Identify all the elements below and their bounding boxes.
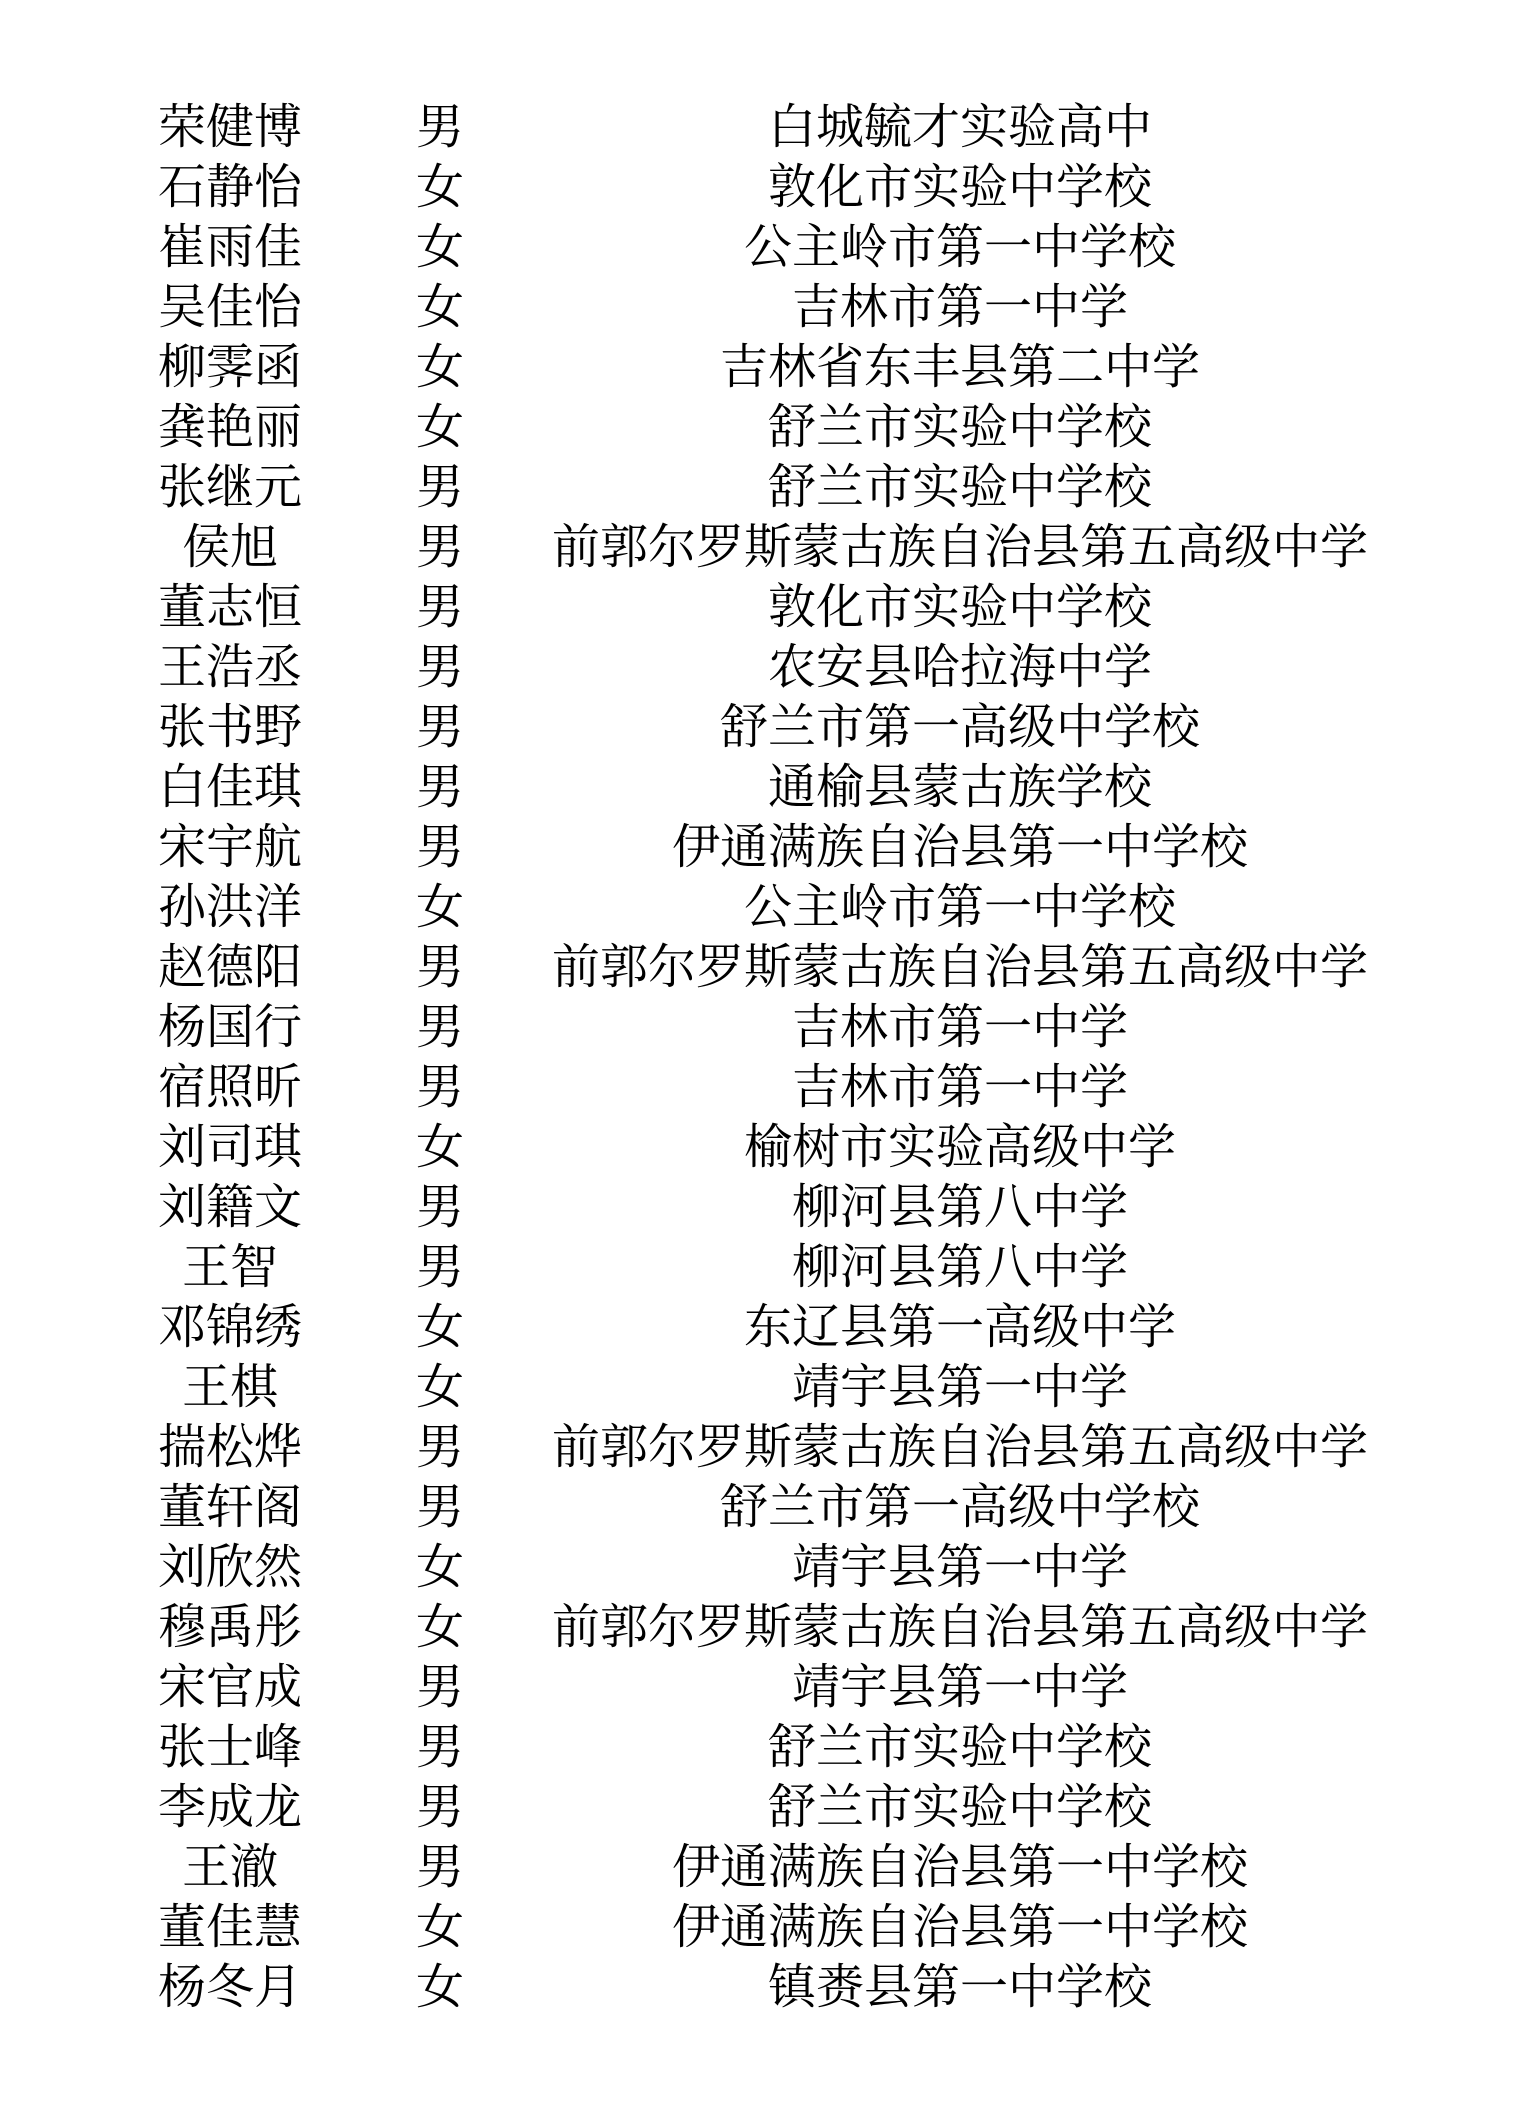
student-name: 刘欣然 (157, 1539, 302, 1595)
list-item (0, 337, 1522, 397)
student-gender: 男 (415, 1239, 464, 1295)
student-school: 吉林市第一中学 (791, 279, 1128, 335)
student-name: 崔雨佳 (157, 219, 302, 275)
student-name: 董轩阁 (157, 1479, 302, 1535)
student-gender: 男 (415, 699, 464, 755)
student-name: 董佳慧 (157, 1899, 302, 1955)
student-gender: 男 (415, 759, 464, 815)
list-item (0, 1057, 1522, 1117)
list-item (0, 637, 1522, 697)
list-item (0, 1597, 1522, 1657)
student-gender: 男 (415, 1659, 464, 1715)
student-school: 敦化市实验中学校 (767, 579, 1152, 635)
student-school: 敦化市实验中学校 (767, 159, 1152, 215)
student-school: 东辽县第一高级中学 (743, 1299, 1176, 1355)
student-name: 穆禹彤 (157, 1599, 302, 1655)
student-name: 白佳琪 (157, 759, 302, 815)
student-name: 吴佳怡 (157, 279, 302, 335)
student-name: 张书野 (157, 699, 302, 755)
student-gender: 男 (415, 1779, 464, 1835)
student-school: 舒兰市实验中学校 (767, 399, 1152, 455)
student-name: 刘司琪 (157, 1119, 302, 1175)
student-gender: 男 (415, 1419, 464, 1475)
student-gender: 女 (415, 879, 464, 935)
list-item (0, 217, 1522, 277)
student-school: 吉林市第一中学 (791, 999, 1128, 1055)
student-gender: 男 (415, 459, 464, 515)
list-item (0, 1477, 1522, 1537)
student-school: 前郭尔罗斯蒙古族自治县第五高级中学 (551, 1599, 1368, 1655)
student-gender: 男 (415, 579, 464, 635)
student-gender: 女 (415, 1959, 464, 2015)
list-item (0, 1177, 1522, 1237)
list-item (0, 1357, 1522, 1417)
student-gender: 女 (415, 159, 464, 215)
student-gender: 女 (415, 219, 464, 275)
student-school: 白城毓才实验高中 (767, 99, 1152, 155)
student-school: 舒兰市实验中学校 (767, 1719, 1152, 1775)
student-school: 镇赉县第一中学校 (767, 1959, 1152, 2015)
student-school: 靖宇县第一中学 (791, 1659, 1128, 1715)
student-name: 杨冬月 (157, 1959, 302, 2015)
student-gender: 男 (415, 99, 464, 155)
student-name: 刘籍文 (157, 1179, 302, 1235)
student-school: 舒兰市第一高级中学校 (719, 1479, 1200, 1535)
list-item (0, 1957, 1522, 2017)
student-name: 荣健博 (157, 99, 302, 155)
student-gender: 男 (415, 519, 464, 575)
student-name: 王澈 (181, 1839, 278, 1895)
student-school: 靖宇县第一中学 (791, 1359, 1128, 1415)
student-gender: 女 (415, 1119, 464, 1175)
student-gender: 女 (415, 1359, 464, 1415)
student-school: 伊通满族自治县第一中学校 (671, 1839, 1248, 1895)
list-item (0, 937, 1522, 997)
student-school: 吉林省东丰县第二中学 (719, 339, 1200, 395)
list-item (0, 1657, 1522, 1717)
student-school: 伊通满族自治县第一中学校 (671, 1899, 1248, 1955)
student-school: 舒兰市第一高级中学校 (719, 699, 1200, 755)
list-item (0, 997, 1522, 1057)
student-name: 龚艳丽 (157, 399, 302, 455)
student-school: 前郭尔罗斯蒙古族自治县第五高级中学 (551, 1419, 1368, 1475)
student-gender: 女 (415, 279, 464, 335)
list-item (0, 1897, 1522, 1957)
list-item (0, 277, 1522, 337)
student-name: 侯旭 (181, 519, 278, 575)
student-gender: 男 (415, 999, 464, 1055)
student-gender: 女 (415, 1539, 464, 1595)
student-gender: 男 (415, 819, 464, 875)
student-gender: 女 (415, 399, 464, 455)
student-school: 前郭尔罗斯蒙古族自治县第五高级中学 (551, 939, 1368, 995)
student-name: 柳霁函 (157, 339, 302, 395)
student-school: 公主岭市第一中学校 (743, 879, 1176, 935)
list-item (0, 817, 1522, 877)
student-school: 通榆县蒙古族学校 (767, 759, 1152, 815)
student-name: 李成龙 (157, 1779, 302, 1835)
list-item (0, 1237, 1522, 1297)
student-gender: 男 (415, 1719, 464, 1775)
student-gender: 男 (415, 1479, 464, 1535)
student-name: 宿照昕 (157, 1059, 302, 1115)
list-item (0, 97, 1522, 157)
student-name: 杨国行 (157, 999, 302, 1055)
student-name: 王浩丞 (157, 639, 302, 695)
student-school: 农安县哈拉海中学 (767, 639, 1152, 695)
student-school: 舒兰市实验中学校 (767, 459, 1152, 515)
student-name: 石静怡 (157, 159, 302, 215)
student-name: 董志恒 (157, 579, 302, 635)
student-gender: 女 (415, 339, 464, 395)
list-item (0, 457, 1522, 517)
list-item (0, 397, 1522, 457)
list-item (0, 1417, 1522, 1477)
student-name: 宋官成 (157, 1659, 302, 1715)
student-gender: 男 (415, 1059, 464, 1115)
list-item (0, 1777, 1522, 1837)
list-item (0, 157, 1522, 217)
list-item (0, 1297, 1522, 1357)
student-gender: 男 (415, 1179, 464, 1235)
student-gender: 男 (415, 939, 464, 995)
list-item (0, 1717, 1522, 1777)
student-school: 公主岭市第一中学校 (743, 219, 1176, 275)
student-school: 榆树市实验高级中学 (743, 1119, 1176, 1175)
student-school: 伊通满族自治县第一中学校 (671, 819, 1248, 875)
student-name: 张继元 (157, 459, 302, 515)
student-school: 柳河县第八中学 (791, 1179, 1128, 1235)
student-gender: 女 (415, 1899, 464, 1955)
list-item (0, 1117, 1522, 1177)
student-school: 舒兰市实验中学校 (767, 1779, 1152, 1835)
student-name: 孙洪洋 (157, 879, 302, 935)
student-name: 邓锦绣 (157, 1299, 302, 1355)
student-school: 吉林市第一中学 (791, 1059, 1128, 1115)
list-item (0, 877, 1522, 937)
list-item (0, 1837, 1522, 1897)
list-item (0, 757, 1522, 817)
student-list (0, 97, 1522, 2017)
student-gender: 女 (415, 1599, 464, 1655)
list-item (0, 1537, 1522, 1597)
student-name: 宋宇航 (157, 819, 302, 875)
list-item (0, 697, 1522, 757)
student-gender: 女 (415, 1299, 464, 1355)
student-name: 张士峰 (157, 1719, 302, 1775)
student-name: 赵德阳 (157, 939, 302, 995)
student-name: 王智 (181, 1239, 278, 1295)
list-item (0, 577, 1522, 637)
student-school: 靖宇县第一中学 (791, 1539, 1128, 1595)
list-item (0, 517, 1522, 577)
student-name: 揣松烨 (157, 1419, 302, 1475)
student-name: 王棋 (181, 1359, 278, 1415)
student-school: 前郭尔罗斯蒙古族自治县第五高级中学 (551, 519, 1368, 575)
student-gender: 男 (415, 1839, 464, 1895)
student-school: 柳河县第八中学 (791, 1239, 1128, 1295)
student-gender: 男 (415, 639, 464, 695)
